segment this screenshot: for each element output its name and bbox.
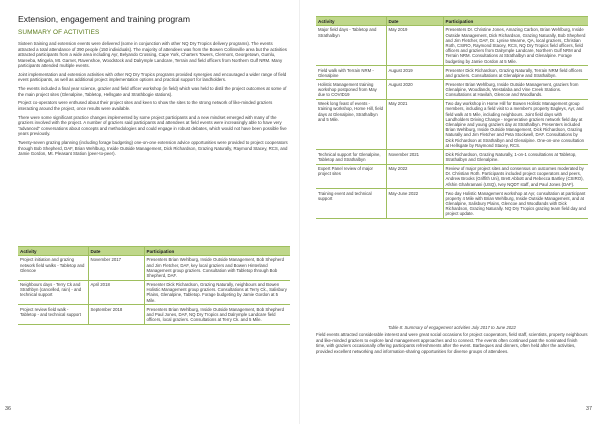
column-header-activity: Activity xyxy=(316,17,386,26)
date-cell: August 2020 xyxy=(386,80,443,99)
table-row xyxy=(316,80,588,99)
participation-cell: Presenters Brian Wehlburg, Inside Outside Management, Bob Shepherd and Paul Jones, DAF, NQ Dry Tropics and Dalrymple Landcare field officers, local graziers. Consultations at Terry Ck. and 5 Mile. xyxy=(144,305,290,324)
column-header-activity: Activity xyxy=(18,247,88,256)
date-cell: November 2021 xyxy=(386,150,443,164)
paragraph: Twenty-seven grazing planning (including forage budgeting) one-on-one extension advice opportunities were provided to project cooperators through Bob Shepherd, DAF, Brian Wehlburg, Inside Outside Management, Dick Richardson, Grazing Naturally, Raymond Stacey, RCS, and Jamie Gordon, Mt. Pleasant Station (peer-to-peer). xyxy=(18,140,288,157)
left-body-text xyxy=(18,41,290,160)
right-body-text: Field events attracted considerable interest and were great social occasions for project cooperators, field staff, scientists, property neighbours and like-minded graziers to explore land management approaches and to connect. The events often continued past the nominated finish time, with graziers occasionally offering participants refreshments after the event. Barbeques and dinners, often held after the activities, provided excellent networking and information-sharing opportunities for diverse groups of attendees. xyxy=(316,332,588,354)
table-row xyxy=(18,280,290,305)
activity-cell: Training event and technical support xyxy=(316,189,386,219)
page-number-right: 37 xyxy=(586,406,592,412)
activity-cell: Technical support for Glenalpine, Tabletop and Strathalbyn xyxy=(316,150,386,164)
date-cell: April 2018 xyxy=(88,280,144,305)
table-row xyxy=(18,256,290,281)
participation-cell: Presenters Dr. Christine Jones, Amazing Carbon, Brian Wehlburg, Inside Outside Management, Dick Richardson, Grazing Naturally, Bob Shepherd and Jim Fletcher, DAF, Dr. Lynise Wearne, QA, local graziers, Christian Roth, CSIRO, Raymond Stacey, RCS, NQ Dry Tropics field officers, field officers and graziers from Dalrymple Landcare, Northern Gulf NRM and Terrain NRM. Consultations at Strathalbyn and Glenalpine. Forage budgeting by Jamie Gordon at 5 Mile. xyxy=(443,26,588,66)
activity-cell: Holistic Management training workshop postponed from May due to COVID19 xyxy=(316,80,386,99)
column-header-participation: Participation xyxy=(144,247,290,256)
table-header-row xyxy=(316,17,588,26)
table-row xyxy=(316,150,588,164)
section-heading: SUMMARY OF ACTIVITIES xyxy=(18,29,100,36)
table-header-row xyxy=(18,247,290,256)
column-header-date: Date xyxy=(88,247,144,256)
table-caption: Table 8: Summary of engagement activities July 2017 to June 2022 xyxy=(388,325,516,330)
activity-cell: Project review field walk - Tabletop - and technical support xyxy=(18,305,88,324)
participation-cell: Review of major project sites and consensus on outcomes moderated by Dr. Christian Roth. Participants included project cooperators and peers, Andrew Brooks (Griffith Uni), Brett Abbott and Rebecca Bartley (CSIRO), Afshin Ghahramani (USQ), Ivey NQDT staff, and Paul Jones (DAF). xyxy=(443,164,588,189)
participation-cell: Two day Holistic Management workshop at Ayr, consultation at participant property 4 Mile with Brian Wehlburg, Inside Outside Management, and at Glenalpine, Salisbury Plains, Glencoe and Woodlands with Dick Richardson, Grazing Naturally. NQ Dry Tropics grazing team field day and project update. xyxy=(443,189,588,219)
date-cell: November 2017 xyxy=(88,256,144,281)
date-cell: May-June 2022 xyxy=(386,189,443,219)
activity-cell: Project initiation and grazing network field walks - Tabletop and Glencoe xyxy=(18,256,88,281)
participation-cell: Dick Richardson, Grazing Naturally, 1-on-1 consultations at Tabletop, Strathalbyn and Glenalpine. xyxy=(443,150,588,164)
page-number-left: 36 xyxy=(5,406,11,412)
activities-table-right xyxy=(316,16,588,219)
page-title: Extension, engagement and training program xyxy=(18,14,190,24)
participation-cell: Presenter Dick Richardson, Grazing Naturally, Terrain NRM field officers and graziers. Consultations at Glenalpine and Strathalbyn. xyxy=(443,66,588,80)
participation-cell: Presenter Dick Richardson, Grazing Naturally, neighbours and Bowen Holistic Management group graziers. Consultations at Terry Ck., Salisbury Plains, Glenalpine, Tabletop. Forage budgeting by Jamie Gordon at 5 Mile. xyxy=(144,280,290,305)
column-header-participation: Participation xyxy=(443,17,588,26)
paragraph: There were some significant practice changes implemented by some project participants and a new mindset emerged with many of the graziers involved with the project. A number of graziers said participants and attendees at field events were increasingly able to have very "advanced" conversations about concepts and methodologies and could engage in robust debates, which would not have been possible five years previously. xyxy=(18,114,287,137)
date-cell: May 2021 xyxy=(386,99,443,150)
right-page xyxy=(300,0,600,424)
participation-cell: Presenter Brian Wehlburg, Inside Outside Management, graziers from Glenalpine, Woodlands, Westalaba and Vine Creek Stations. Consultations at Havilah, Glencoe and Woodlands. xyxy=(443,80,588,99)
participation-cell: Presenters Brian Wehlburg, Inside Outside Management, Bob Shepherd and Jim Fletcher, DAF, key local graziers and Bowen Hinterland Management group graziers. Consultation with Tabletop through Bob Shepherd, DAF. xyxy=(144,256,290,281)
paragraph: Joint implementation and extension activities with other NQ Dry Tropics programs provided synergies and encouraged a wider range of field event participants, as well as additional project implementation options and practical support for landholders. xyxy=(18,71,287,83)
activity-cell: Neighbours days - Terry Ck and Strathbyn (cancelled, rain) - and technical support xyxy=(18,280,88,305)
paragraph: Project co-operators were enthused about their project sites and keen to show the sites to the strong network of like-minded graziers interacting around the project, once results were available. xyxy=(18,100,273,112)
activities-table-left xyxy=(18,246,290,325)
table-row xyxy=(316,164,588,189)
date-cell: September 2018 xyxy=(88,305,144,324)
activity-cell: Week long feast of events - training workshop, Home Hill, field days at Glenalpine, Strathalbyn and 5 Mile. xyxy=(316,99,386,150)
date-cell: August 2019 xyxy=(386,66,443,80)
activity-cell: Expert Panel review of major project sites xyxy=(316,164,386,189)
table-row xyxy=(18,305,290,324)
participation-cell: Two day workshop in Home Hill for Bowen Holistic Management group members, including a field visit to a member's property Eagleys, Ayr, and field walk at 5 Mile, including neighbours. Joint field days with Landholders Driving Change - regenerative graziers network field day at Glenalpine and young graziers day at Strathalbyn. Presenters included Brian Wehlburg, Inside Outside Management, Dick Richardson, Grazing Naturally and Jim Fletcher and Peta Stockwell, DAF. Consultations by Dick Richardson at Strathalbyn and Glenalpine. One-on-one consultation at Hellsgate by Raymond Stacey, RCS. xyxy=(443,99,588,150)
table-row xyxy=(316,189,588,219)
table-row xyxy=(316,26,588,66)
activity-cell: Major field days - Tabletop and Strathalbyn xyxy=(316,26,386,66)
table-row xyxy=(316,99,588,150)
date-cell: May 2022 xyxy=(386,164,443,189)
column-header-date: Date xyxy=(386,17,443,26)
paragraph: The events included a final year science, grazier and field officer workshop (in field) which was held to distil the project outcomes at some of the main project sites (Glenalpine, Tabletop, Hellsgate and Strathbogie stations). xyxy=(18,86,287,97)
date-cell: May 2019 xyxy=(386,26,443,66)
paragraph: Sixteen training and extension events were delivered (some in conjunction with other NQ Dry Tropics delivery programs). The events attracted a total attendance of 390 people (150 individuals). The majority of attendees was from the Bowen Collinsville area but the activities attracted participants from a wide area including Ayr, Belyando Crossing, Cape York, Charters Towers, Clermont, Georgetown, Gumlu, Mareeba, Mingela, Mt. Garnet, Ravenshoe, Woodstock and Dalrymple Landcare, Terrain and field officers from Northern Gulf NRM. Many participants attended multiple events. xyxy=(18,41,287,69)
activity-cell: Field walk with Terrain NRM - Glenalpine xyxy=(316,66,386,80)
table-row xyxy=(316,66,588,80)
